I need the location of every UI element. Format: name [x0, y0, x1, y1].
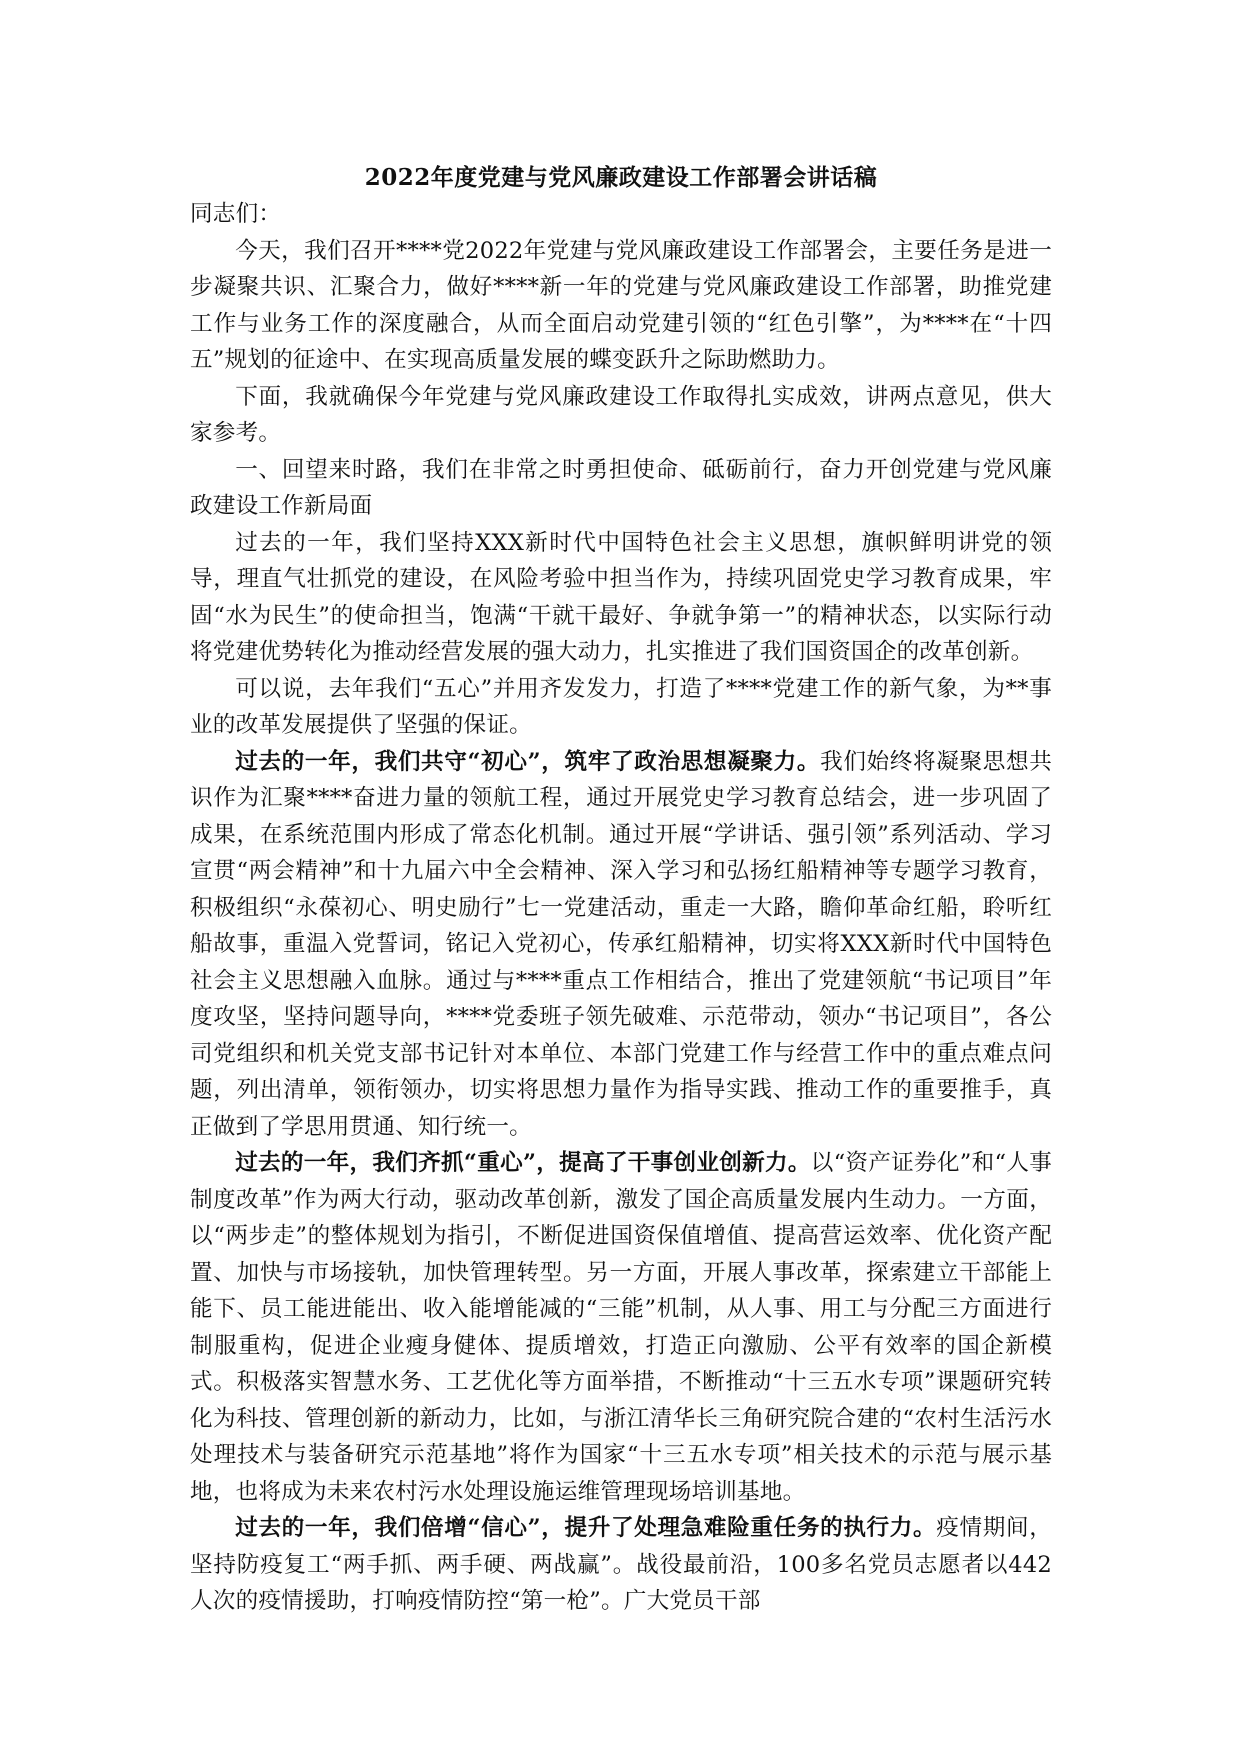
section-heading-text: 一、回望来时路，我们在非常之时勇担使命、砥砺前行，奋力开创党建与党风廉政建设工作新局面 [190, 456, 1052, 519]
paragraph-text: 疫情期间，坚持防疫复工“两手抓、两手硬、两战赢”。战役最前沿，100多名党员志愿者以442人次的疫情援助，打响疫情防控“第一枪”。广大党员干部 [190, 1515, 1052, 1614]
paragraph-text: 过去的一年，我们坚持XXX新时代中国特色社会主义思想，旗帜鲜明讲党的领导，理直气壮抓党的建设，在风险考验中担当作为，持续巩固党史学习教育成果，牢固“水为民生”的使命担当，饱满“干就干最好、争就争第一”的精神状态，以实际行动将党建优势转化为推动经营发展的强大动力，扎实推进了我们国资国企的改革创新。 [190, 529, 1052, 665]
paragraph [190, 671, 1052, 744]
paragraph [190, 1510, 1052, 1620]
paragraph-text: 下面，我就确保今年党建与党风廉政建设工作取得扎实成效，讲两点意见，供大家参考。 [190, 383, 1052, 446]
paragraph [190, 233, 1052, 379]
paragraph-text: 以“资产证券化”和“人事制度改革”作为两大行动，驱动改革创新，激发了国企高质量发展内生动力。一方面，以“两步走”的整体规划为指引，不断促进国资保值增值、提高营运效率、优化资产配置、加快与市场接轨，加快管理转型。另一方面，开展人事改革，探索建立干部能上能下、员工能进能出、收入能增能减的“三能”机制，从人事、用工与分配三方面进行制服重构，促进企业瘦身健体、提质增效，打造正向激励、公平有效率的国企新模式。积极落实智慧水务、工艺优化等方面举措，不断推动“十三五水专项”课题研究转化为科技、管理创新的新动力，比如，与浙江清华长三角研究院合建的“农村生活污水处理技术与装备研究示范基地”将作为国家“十三五水专项”相关技术的示范与展示基地，也将成为未来农村污水处理设施运维管理现场培训基地。 [190, 1150, 1052, 1505]
paragraph-lead: 过去的一年，我们齐抓“重心”，提高了干事创业创新力。 [235, 1150, 811, 1176]
paragraph-text: 可以说，去年我们“五心”并用齐发发力，打造了****党建工作的新气象，为**事业的改革发展提供了坚强的保证。 [190, 675, 1052, 738]
paragraph-lead: 过去的一年，我们共守“初心”，筑牢了政治思想凝聚力。 [235, 748, 821, 775]
paragraph [190, 1145, 1052, 1510]
paragraph-lead: 过去的一年，我们倍增“信心”，提升了处理急难险重任务的执行力。 [235, 1515, 937, 1541]
paragraph [190, 525, 1052, 671]
paragraph-text: 我们始终将凝聚思想共识作为汇聚****奋进力量的领航工程，通过开展党史学习教育总结会，进一步巩固了成果，在系统范围内形成了常态化机制。通过开展“学讲话、强引领”系列活动、学习宣贯“两会精神”和十九届六中全会精神、深入学习和弘扬红船精神等专题学习教育，积极组织“永葆初心、明史励行”七一党建活动，重走一大路，瞻仰革命红船，聆听红船故事，重温入党誓词，铭记入党初心，传承红船精神，切实将XXX新时代中国特色社会主义思想融入血脉。通过与****重点工作相结合，推出了党建领航“书记项目”年度攻坚，坚持问题导向，****党委班子领先破难、示范带动，领办“书记项目”，各公司党组织和机关党支部书记针对本单位、本部门党建工作与经营工作中的重点难点问题，列出清单，领衔领办，切实将思想力量作为指导实践、推动工作的重要推手，真正做到了学思用贯通、知行统一。 [190, 748, 1052, 1140]
section-heading [190, 452, 1052, 525]
document-body [190, 160, 1052, 1620]
greeting: 同志们： [190, 201, 282, 227]
paragraph [190, 744, 1052, 1146]
paragraph-text: 今天，我们召开****党2022年党建与党风廉政建设工作部署会，主要任务是进一步凝聚共识、汇聚合力，做好****新一年的党建与党风廉政建设工作部署，助推党建工作与业务工作的深度融合，从而全面启动党建引领的“红色引擎”，为****在“十四五”规划的征途中、在实现高质量发展的蝶变跃升之际助燃助力。 [190, 237, 1052, 373]
document-title: 2022年度党建与党风廉政建设工作部署会讲话稿 [364, 164, 878, 191]
paragraph [190, 379, 1052, 452]
